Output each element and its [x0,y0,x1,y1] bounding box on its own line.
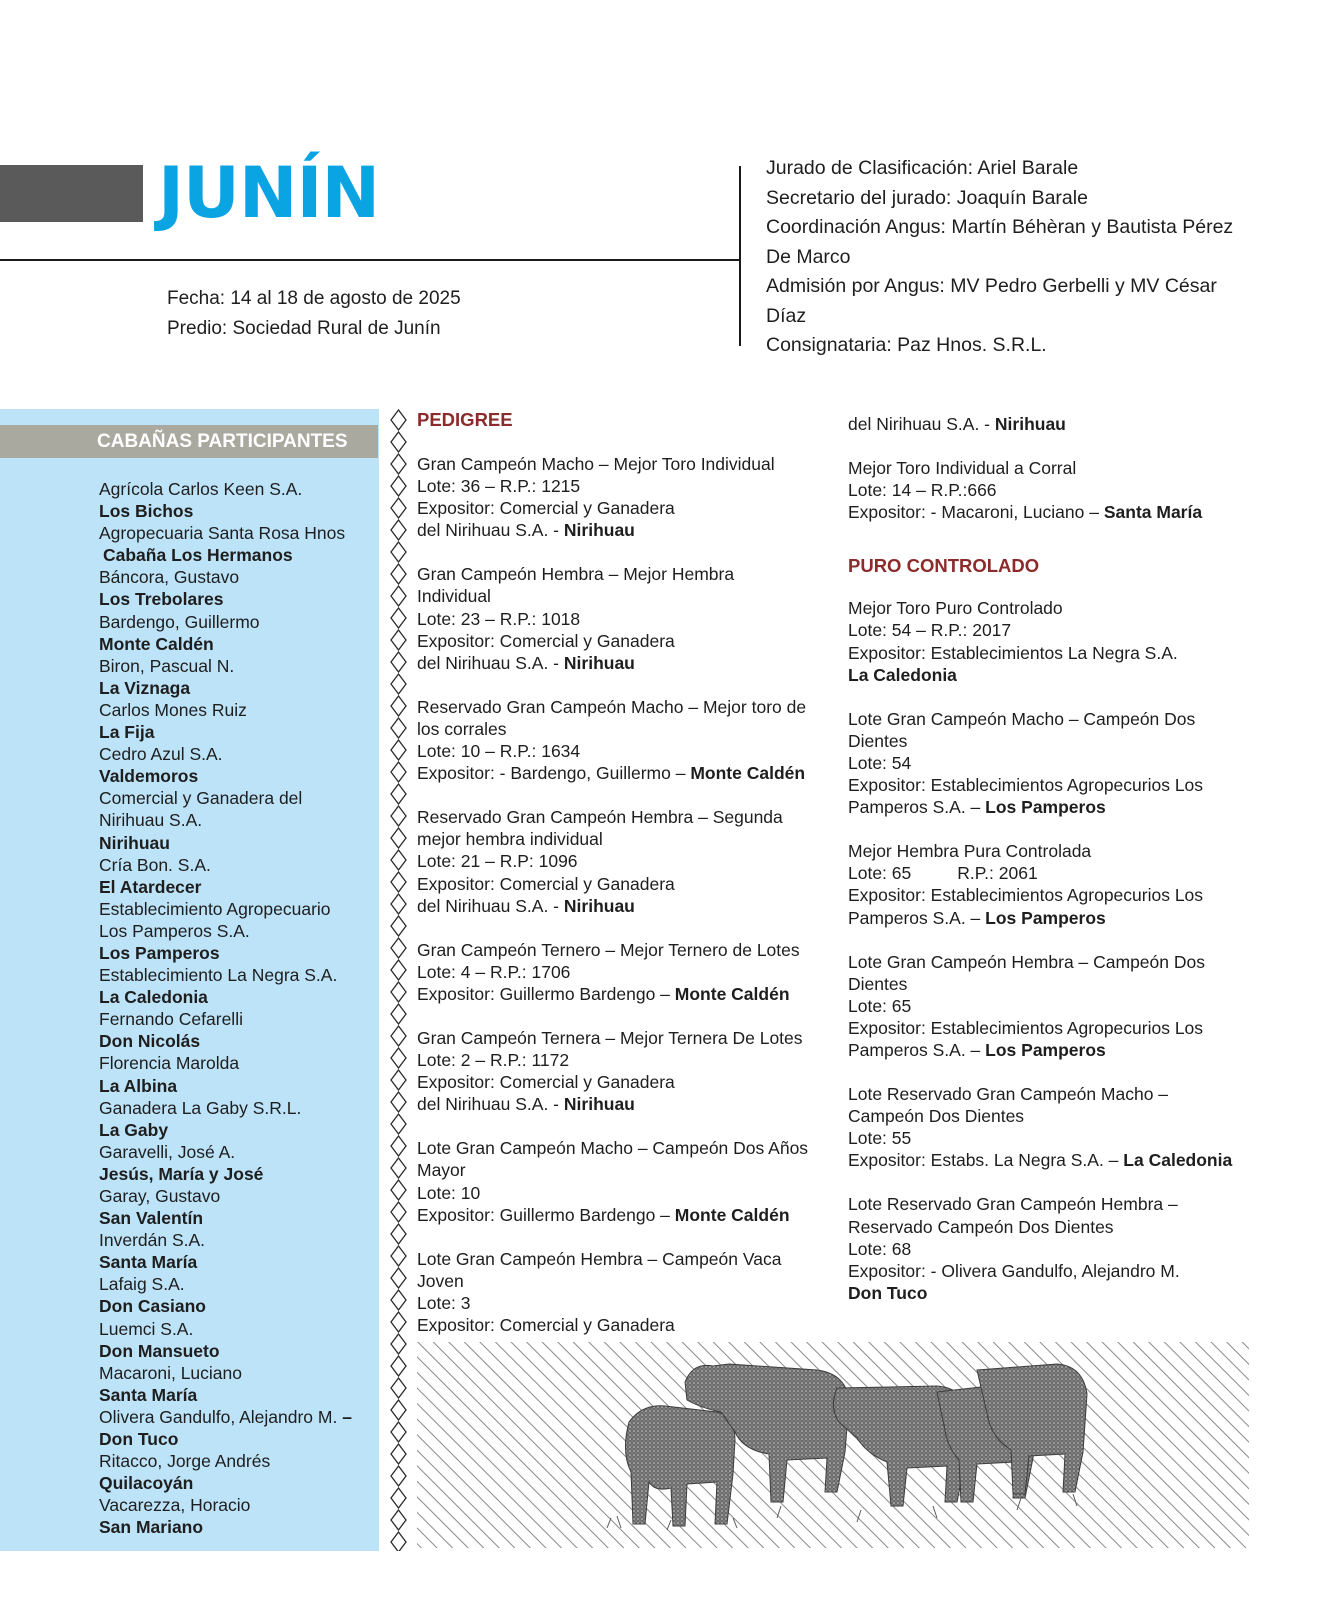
list-item: Comercial y Ganadera del [99,788,303,809]
award-exhibitor-line [848,1149,1268,1171]
list-item: Santa María [99,1384,198,1405]
award-title: Reservado Gran Campeón Hembra – Segunda [417,807,783,828]
award-entry [848,457,1268,523]
list-item: Cría Bon. S.A. [99,854,211,875]
list-item: Nirihuau S.A. [99,810,203,831]
award-title: Dientes [848,973,908,994]
event-date: Fecha: 14 al 18 de agosto de 2025 [167,288,461,309]
award-exhibitor: Expositor: Establecimientos La Negra S.A. [848,642,1178,663]
info-line: Secretario del jurado: Joaquín Barale [766,186,1088,209]
award-cabana: Los Pamperos [985,907,1106,928]
list-item: Don Tuco [99,1429,179,1450]
list-item: Lafaig S.A. [99,1274,185,1295]
award-title: Gran Campeón Ternera – Mejor Ternera De Lotes [417,1027,803,1048]
award-title: Joven [417,1270,464,1291]
award-exhibitor-line [848,796,1268,818]
award-exhibitor-line [417,1093,817,1115]
list-item: Carlos Mones Ruiz [99,699,247,720]
list-item: Jesús, María y José [99,1163,264,1184]
award-cabana: Los Pamperos [985,1039,1106,1060]
list-item: Agropecuaria Santa Rosa Hnos [99,523,346,544]
list-item: Don Nicolás [99,1031,201,1052]
award-lot: Lote: 4 – R.P.: 1706 [417,961,571,982]
award-exhibitor-text: del Nirihuau S.A. - [417,652,560,673]
list-item: Los Bichos [99,501,194,522]
list-item: Macaroni, Luciano [99,1362,242,1383]
award-title: Lote Reservado Gran Campeón Hembra – [848,1194,1178,1215]
award-cabana: Nirihuau [563,895,635,916]
list-item: Ganadera La Gaby S.R.L. [99,1097,302,1118]
award-title: Gran Campeón Macho – Mejor Toro Individual [417,454,775,474]
award-title: Individual [417,586,491,607]
award-exhibitor-line [417,895,817,917]
list-item: Cabaña Los Hermanos [103,545,293,566]
award-exhibitor-text: del Nirihuau S.A. - [848,414,991,434]
award-exhibitor: Expositor: Comercial y Ganadera [417,1072,675,1093]
award-entry [417,696,817,784]
award-exhibitor-line [848,1039,1268,1061]
award-exhibitor: Expositor: Establecimientos Agropecurios Los [848,885,1204,906]
award-cabana: Santa María [1103,502,1203,523]
award-entry [848,597,1268,685]
award-title: Lote Gran Campeón Macho – Campeón Dos [848,708,1196,729]
award-rp: R.P.: 2061 [957,863,1038,884]
list-item: La Fija [99,722,155,743]
award-lot: Lote: 68 [848,1238,912,1259]
list-item: La Albina [99,1075,178,1096]
page-title: JUNÍN [158,152,380,234]
award-exhibitor: Expositor: Comercial y Ganadera [417,498,675,519]
award-exhibitor-text: Expositor: Estabs. La Negra S.A. – [848,1150,1119,1171]
award-cabana: Nirihuau [563,652,635,673]
award-title: Dientes [848,730,908,751]
award-exhibitor-line [417,762,817,784]
list-item: Florencia Marolda [99,1053,240,1074]
award-title: Mejor Hembra Pura Controlada [848,841,1092,862]
officials-info [766,154,1256,361]
award-entry [848,1083,1268,1171]
award-cabana: Monte Caldén [674,983,790,1004]
list-item: San Mariano [99,1517,204,1538]
award-lot: Lote: 2 – R.P.: 1172 [417,1050,570,1071]
list-item: Los Pamperos [99,942,220,963]
list-item: Don Casiano [99,1296,206,1317]
info-line: Coordinación Angus: Martín Béhèran y Bautista Pérez De Marco [766,216,1234,268]
list-item: Los Trebolares [99,589,224,610]
award-entry [417,453,817,541]
header-vertical-divider [739,166,741,346]
award-cabana: Nirihuau [563,520,635,541]
list-item: Nirihuau [99,832,170,853]
award-lot: Lote: 55 [848,1128,912,1149]
list-item: Garay, Gustavo [99,1186,221,1206]
title-accent-bar [0,165,143,222]
list-item: Inverdán S.A. [99,1230,206,1251]
award-entry [417,939,817,1005]
award-exhibitor-text: del Nirihuau S.A. - [417,895,560,916]
sidebar-title: CABAÑAS PARTICIPANTES [0,425,378,458]
award-lot-line [848,862,1268,884]
cattle-illustration [417,1342,1249,1548]
award-exhibitor-text: Pamperos S.A. – [848,907,981,928]
award-lot: Lote: 54 – R.P.: 2017 [848,620,1012,641]
list-item: San Valentín [99,1208,204,1229]
award-exhibitor-line [417,652,817,674]
award-lot: Lote: 36 – R.P.: 1215 [417,476,581,497]
award-exhibitor-text: del Nirihuau S.A. - [417,520,560,541]
award-title: Lote Reservado Gran Campeón Macho – [848,1084,1169,1105]
list-item: Valdemoros [99,766,199,787]
award-lot: Lote: 14 – R.P.:666 [848,480,997,501]
award-entry [848,708,1268,818]
award-entry [417,1248,817,1336]
award-entry [848,840,1268,928]
info-line: Jurado de Clasificación: Ariel Barale [766,157,1079,179]
list-item [99,1406,369,1428]
list-item: Don Mansueto [99,1340,220,1361]
list-item: Luemci S.A. [99,1318,194,1339]
diamond-divider [389,409,408,1551]
pedigree-column [417,409,817,1336]
award-entry [417,806,817,916]
list-item: Los Pamperos S.A. [99,920,250,941]
award-lot: Lote: 65 [848,863,912,884]
award-title: Gran Campeón Hembra – Mejor Hembra [417,564,735,585]
award-exhibitor: Expositor: Comercial y Ganadera [417,873,675,894]
award-exhibitor: Expositor: Comercial y Ganadera [417,630,675,651]
list-item: Fernando Cefarelli [99,1009,243,1030]
info-line: Admisión por Angus: MV Pedro Gerbelli y MV César Díaz [766,275,1217,327]
award-entry [417,1027,817,1115]
participants-list [99,478,369,1539]
award-cabana: La Caledonia [848,664,957,685]
list-item-dash: – [342,1406,352,1427]
list-item: Quilacoyán [99,1473,194,1494]
award-exhibitor-text: Expositor: Guillermo Bardengo – [417,983,670,1004]
list-item: Establecimiento Agropecuario [99,898,331,919]
list-item-text: Olivera Gandulfo, Alejandro M. [99,1406,338,1427]
list-item: Cedro Azul S.A. [99,744,223,765]
award-title: Reservado Campeón Dos Dientes [848,1216,1114,1237]
award-title: Lote Gran Campeón Hembra – Campeón Dos [848,951,1205,972]
award-title: Mayor [417,1160,466,1181]
award-exhibitor-text: Expositor: - Macaroni, Luciano – [848,502,1099,523]
award-exhibitor-line [848,907,1268,929]
award-exhibitor-text: Expositor: Guillermo Bardengo – [417,1204,670,1225]
award-lot: Lote: 10 – R.P.: 1634 [417,741,581,762]
award-lot: Lote: 3 [417,1292,471,1313]
award-exhibitor: Expositor: Establecimientos Agropecurios Los [848,1017,1204,1038]
award-cabana: Los Pamperos [985,797,1106,818]
list-item: Santa María [99,1252,198,1273]
list-item: Monte Caldén [99,633,214,654]
award-title: mejor hembra individual [417,829,603,850]
award-cabana: Don Tuco [848,1282,928,1303]
award-entry [417,1137,817,1225]
award-exhibitor: Expositor: Comercial y Ganadera [417,1315,675,1335]
award-title: Mejor Toro Puro Controlado [848,598,1063,619]
list-item: Garavelli, José A. [99,1141,236,1162]
list-item: El Atardecer [99,876,202,897]
list-item: Biron, Pascual N. [99,655,235,676]
list-item: La Caledonia [99,987,208,1008]
award-exhibitor-line [417,1204,817,1226]
list-item: Bardengo, Guillermo [99,611,260,632]
award-cabana: Monte Caldén [690,763,806,784]
award-title: Reservado Gran Campeón Macho – Mejor toro de [417,696,807,717]
award-entry [417,563,817,673]
award-lot: Lote: 21 – R.P: 1096 [417,851,578,872]
award-exhibitor-text: Pamperos S.A. – [848,1039,981,1060]
award-title: Lote Gran Campeón Macho – Campeón Dos Años [417,1138,809,1159]
list-item: Báncora, Gustavo [99,567,240,588]
info-line: Consignataria: Paz Hnos. S.R.L. [766,334,1047,356]
award-exhibitor: Expositor: - Olivera Gandulfo, Alejandro M. [848,1260,1180,1281]
list-item: Agrícola Carlos Keen S.A. [99,479,303,499]
list-item: Vacarezza, Horacio [99,1495,251,1516]
section-title-pedigree: PEDIGREE [417,409,513,430]
section-title-puro-controlado: PURO CONTROLADO [848,555,1040,577]
header-divider [0,259,741,261]
event-details [167,284,461,344]
award-entry [848,1193,1268,1303]
award-exhibitor: Expositor: Establecimientos Agropecurios Los [848,775,1204,796]
award-entry [848,951,1268,1061]
list-item: La Gaby [99,1119,169,1140]
award-title: Campeón Dos Dientes [848,1106,1025,1127]
award-title: los corrales [417,718,507,739]
award-lot: Lote: 65 [848,995,912,1016]
list-item: Establecimiento La Negra S.A. [99,965,338,986]
list-item: Ritacco, Jorge Andrés [99,1451,271,1472]
award-exhibitor-line [848,501,1268,523]
award-exhibitor-text: Pamperos S.A. – [848,797,981,818]
award-cabana: Monte Caldén [674,1204,790,1225]
award-exhibitor-line [848,413,1268,435]
award-exhibitor-text: Expositor: - Bardengo, Guillermo – [417,763,686,784]
list-item: La Viznaga [99,677,191,698]
puro-controlado-column [848,413,1268,1304]
award-lot: Lote: 23 – R.P.: 1018 [417,608,581,629]
award-title: Mejor Toro Individual a Corral [848,458,1077,479]
award-lot: Lote: 10 [417,1182,481,1203]
award-lot: Lote: 54 [848,752,912,773]
award-title: Lote Gran Campeón Hembra – Campeón Vaca [417,1248,782,1269]
award-exhibitor-line [417,519,817,541]
event-venue: Predio: Sociedad Rural de Junín [167,318,441,339]
award-title: Gran Campeón Ternero – Mejor Ternero de Lotes [417,939,800,960]
award-exhibitor-text: del Nirihuau S.A. - [417,1094,560,1115]
award-cabana: La Caledonia [1123,1150,1233,1171]
award-entry-continued [848,413,1268,435]
award-cabana: Nirihuau [994,414,1066,434]
award-exhibitor-line [417,983,817,1005]
award-cabana: Nirihuau [563,1094,635,1115]
